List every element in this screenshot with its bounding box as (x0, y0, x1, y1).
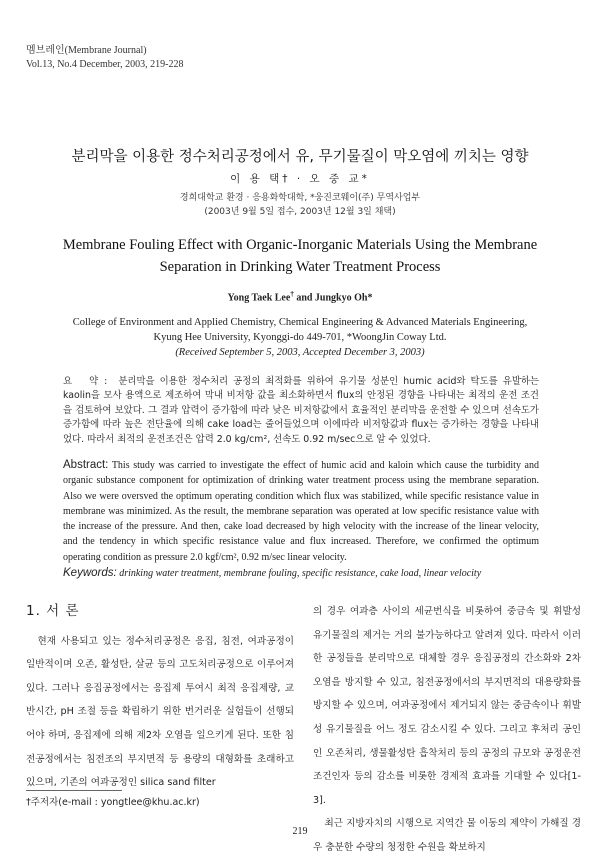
section-title: 1. 서 론 (26, 603, 80, 619)
english-abstract-label: Abstract: (63, 459, 109, 471)
english-affiliation (0, 315, 600, 360)
footnote-rule (26, 790, 122, 791)
english-affiliation-line1: College of Environment and Applied Chemistry, Chemical Engineering & Advanced Materials Engineering, (72, 317, 528, 328)
english-abstract-text: This study was carried to investigate the effect of humic acid and kaloin which cause the turbidity and organic substance component for optimization of drinking water treatment process using the membrane separation. Also we were oversved the optimum operating condition which flux was stabilized, while specific resistance value in membrane was minimized. As the result, the membrane separation was operated at low specific resistance value with the increase of the pressure. And then, cake load decreased by high velocity with the increase of the linear velocity, and the tendency in which specific resistance value and flux increased. Therefore, we confirmed the optimum operating condition as pressure 2.0 kgf/cm², 0.92 m/sec linear velocity. (63, 460, 539, 563)
body-left-column (26, 600, 294, 795)
journal-volume: Vol.13, No.4 December, 2003, 219-228 (26, 59, 184, 70)
korean-affiliation (0, 191, 600, 219)
korean-authors: 이 용 택† · 오 중 교* (230, 173, 370, 185)
english-received: (Received September 5, 2003, Accepted December 3, 2003) (175, 347, 425, 358)
footnote: †주저자(e-mail : yongtlee@khu.ac.kr) (26, 797, 200, 808)
intro-paragraph-2: 최근 지방자치의 시행으로 지역간 물 이동의 제약이 가해질 경우 충분한 수량의 청정한 수원을 확보하지 (313, 818, 581, 853)
journal-header (26, 44, 183, 72)
english-affiliation-line2: Kyung Hee University, Kyonggi-do 449-701, *WoongJin Coway Ltd. (153, 332, 447, 343)
author-oh: and Jungkyo Oh* (293, 292, 373, 304)
author-lee: Yong Taek Lee (227, 292, 291, 304)
body-right-column (313, 600, 581, 860)
english-abstract (63, 458, 539, 565)
korean-abstract-label: 요 약: (63, 376, 114, 387)
journal-name: 멤브레인(Membrane Journal) (26, 45, 147, 56)
korean-affiliation-line: 경희대학교 환경 · 응용화학대학, *웅진코웨이(주) 무역사업부 (179, 193, 421, 203)
page-number: 219 (292, 826, 308, 837)
keywords-text: drinking water treatment, membrane fouling, specific resistance, cake load, linear velocity (119, 568, 482, 579)
intro-paragraph-continued: 의 경우 여과층 사이의 세균번식을 비롯하여 중금속 및 휘발성 유기물질의 제거는 거의 불가능하다고 알려져 있다. 따라서 이러한 공정들을 분리막으로 대체할 경우 응집공정의 간소화와 2차 오염을 방지할 수 있고, 침전공정에서의 부지면적의 대용량화를 방지할 수 있으며, 여과공정에서 제거되지 않는 중금속이나 휘발성 유기물질을 어느 정도 감소시킬 수 있다. 그리고 후처리 공인인 오존처리, 생물활성탄 흡착처리 등의 공정의 규모와 공정운전조건인자 등의 감소를 비롯한 경제적 효과를 기대할 수 있다[1-3]. (313, 606, 581, 806)
korean-dates: (2003년 9월 5일 접수, 2003년 12월 3일 채택) (204, 207, 396, 217)
corresponding-mark: † (290, 290, 294, 298)
korean-abstract (63, 375, 539, 447)
english-title: Membrane Fouling Effect with Organic-Inorganic Materials Using the Membrane Separation in Drinking Water Treatment Process (62, 237, 538, 275)
keywords-label: Keywords: (63, 567, 117, 579)
keywords (63, 567, 539, 579)
korean-title: 분리막을 이용한 정수처리공정에서 유, 무기물질이 막오염에 끼치는 영향 (71, 149, 529, 165)
intro-paragraph: 현재 사용되고 있는 정수처리공정은 응집, 침전, 여과공정이 일반적이며 오존, 활성탄, 살균 등의 고도처리공정으로 이루어져 있다. 그러나 응집공정에서는 응집제 투여시 최적 응집제량, 교반시간, pH 조절 등을 확립하기 위한 번거러운 실험들이 선행되어야 하며, 응집제에 의해 제2차 오염을 일으키게 된다. 또한 침전공정에서는 침전조의 부지면적 등 용량의 대형화를 초래하고 있으며, 기존의 여과공정인 silica sand filter (26, 635, 294, 789)
english-authors (0, 290, 600, 303)
korean-abstract-text: 분리막을 이용한 정수처리 공정의 최적화를 위하여 유기물 성분인 humic acid와 탁도를 유발하는 kaolin을 모사 용액으로 제조하여 막내 비저항 값을 최소화하면서 flux의 안정된 경향을 나타내는 최적의 운전 조건을 검토하여 보았다. 그 결과 압력이 증가함에 따라 낮은 비저항값에서 효율적인 분리막을 운전할 수 있으며 선속도가 증가함에 따라 높은 전단율에 의해 cake load는 줄어들었으며 이에따라 비저항값과 flux는 증가하는 경향을 나타내었다. 따라서 최적의 운전조건은 압력 2.0 kg/cm², 선속도 0.92 m/sec으로 알 수 있었다. (63, 376, 539, 445)
